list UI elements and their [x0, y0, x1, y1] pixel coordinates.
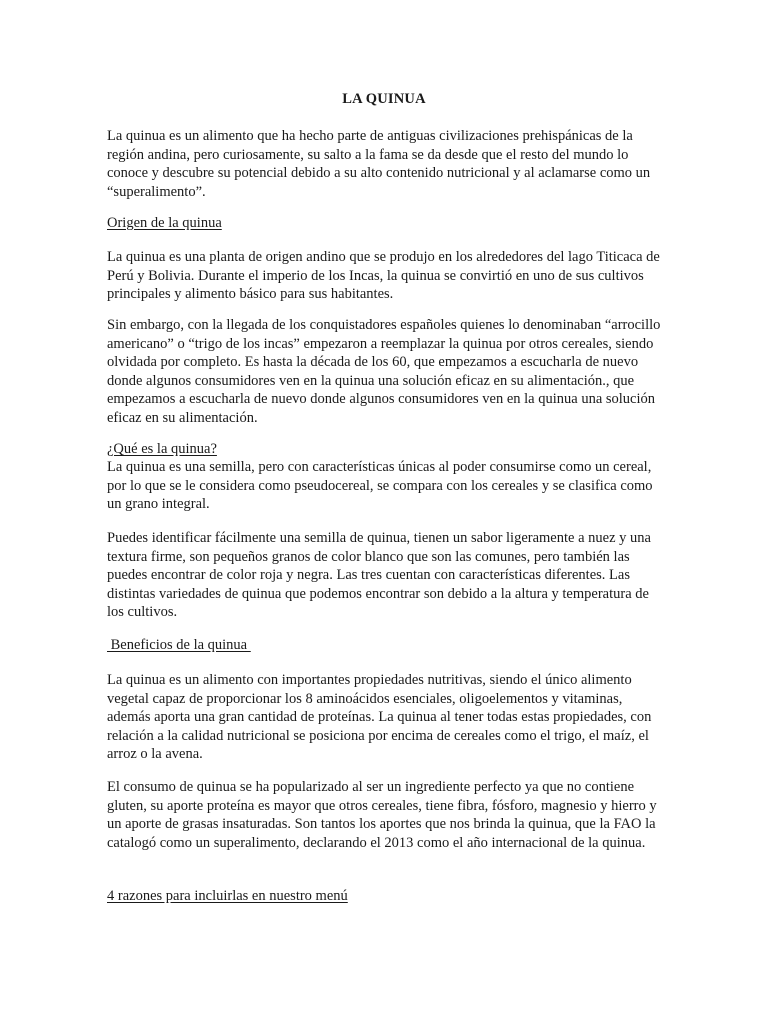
heading-origin: Origen de la quinua: [107, 215, 222, 231]
benefits-paragraph-2: El consumo de quinua se ha popularizado al ser un ingrediente perfecto ya que no contiene gluten, su aporte proteína es mayor que otros cereales, tiene fibra, fósforo, magnesio y hierro y un aporte de grasas insaturadas. Son tantos los aportes que nos brinda la quinua, que la FAO la catalogó como un superalimento, declarando el 2013 como el año internacional de la quinua.: [107, 779, 657, 851]
heading-what-is: ¿Qué es la quinua?: [107, 441, 217, 457]
heading-benefits: Beneficios de la quinua: [107, 637, 251, 653]
document-title: LA QUINUA: [342, 91, 426, 107]
origin-paragraph-2: Sin embargo, con la llegada de los conquistadores españoles quienes lo denominaban “arrocillo americano” o “trigo de los incas” empezaron a reemplazar la quinua por otros cereales, siendo olvidada por completo. Es hasta la década de los 60, que empezamos a escucharla de nuevo donde algunos consumidores ven en la quinua una solución eficaz en su alimentación., que empezamos a escucharla de nuevo donde algunos consumidores ven en la quinua una solución eficaz en su alimentación.: [107, 317, 661, 426]
benefits-paragraph-1: La quinua es un alimento con importantes propiedades nutritivas, siendo el único alimento vegetal capaz de proporcionar los 8 aminoácidos esenciales, oligoelementos y vitaminas, además aporta una gran cantidad de proteínas. La quinua al tener todas estas propiedades, con relación a la calidad nutricional se posiciona por encima de cereales como el trigo, el maíz, el arroz o la avena.: [107, 672, 652, 763]
intro-paragraph: La quinua es un alimento que ha hecho parte de antiguas civilizaciones prehispánicas de la región andina, pero curiosamente, su salto a la fama se da desde que el resto del mundo lo conoce y descubre su potencial debido a su alto contenido nutricional y al aclamarse como un “superalimento”.: [107, 128, 651, 200]
what-is-paragraph-1: La quinua es una semilla, pero con características únicas al poder consumirse como un cereal, por lo que se le considera como pseudocereal, se compara con los cereales y se clasifica como un grano integral.: [107, 459, 653, 513]
what-is-paragraph-2: Puedes identificar fácilmente una semilla de quinua, tienen un sabor ligeramente a nuez y una textura firme, son pequeños granos de color blanco que son las comunes, pero también las puedes encontrar de color roja y negra. Las tres cuentan con características diferentes. Las distintas variedades de quinua que podemos encontrar son debido a la altura y temperatura de los cultivos.: [107, 530, 651, 621]
heading-reasons: 4 razones para incluirlas en nuestro menú: [107, 888, 348, 904]
origin-paragraph-1: La quinua es una planta de origen andino que se produjo en los alrededores del lago Titicaca de Perú y Bolivia. Durante el imperio de los Incas, la quinua se convirtió en uno de sus cultivos principales y alimento básico para sus habitantes.: [107, 249, 660, 303]
